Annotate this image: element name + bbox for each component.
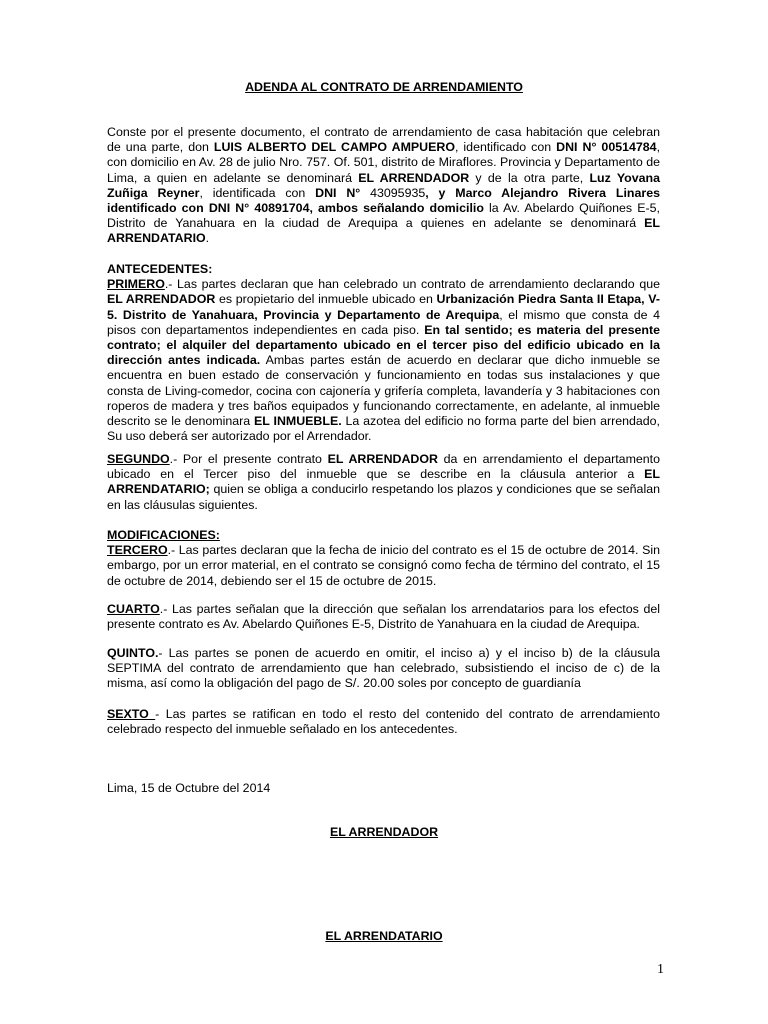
- signature-arrendatario: EL ARRENDATARIO: [325, 929, 443, 943]
- sexto-section: [107, 707, 660, 737]
- modificaciones-heading: MODIFICACIONES:: [107, 528, 220, 542]
- text: , identificada con: [199, 185, 316, 200]
- text: .- Por el presente contrato: [169, 452, 328, 466]
- segundo-section: [107, 452, 660, 513]
- clause-label-cuarto: CUARTO: [107, 602, 160, 616]
- bold-text: EL ARRENDADOR: [358, 170, 470, 185]
- text: y de la otra parte,: [469, 170, 590, 185]
- text: .- Las partes declaran que han celebrado un contrato de arrendamiento declarando que: [164, 277, 660, 292]
- text: Ambas partes están de acuerdo en declarar que dicho inmueble se encuentra en buen estado de conservación y funcionamiento en todas sus instalaciones y que consta de Living-comedor, cocina con cajonería y grifería completa, lavandería y 3 habitaciones con roperos de madera y tres baños equipados y funcionando correctamente, en adelante, al inmueble descrito se le denominara: [107, 353, 661, 429]
- text: quien se obliga a conducirlo respetando los plazos y condiciones que se señalan en las cláusulas siguientes.: [107, 482, 660, 512]
- bold-text: EL INMUEBLE.: [254, 414, 342, 429]
- text: - Las partes se ponen de acuerdo en omitir, el inciso a) y el inciso b) de la cláusula SEPTIMA del contrato de arrendamiento que han celebrado, subsistiendo el inciso de c) de la misma, así como la obligación del pago de S/. 20.00 soles por concepto de guardianía: [107, 646, 660, 691]
- intro-paragraph: [107, 125, 660, 247]
- clause-label-quinto: QUINTO.: [107, 646, 159, 660]
- text: .: [205, 231, 210, 246]
- bold-text: EL ARRENDATARIO: [107, 216, 660, 246]
- text: , con domicilio en Av. 28 de julio Nro. 757. Of. 501, distrito de Miraflores. Provincia y Departamento de Lima, a quien en adelante se denominará: [107, 140, 661, 185]
- text: la Av. Abelardo Quiñones E-5, Distrito de Yanahuara en la ciudad de Arequipa a quienes en adelante se denominará: [107, 201, 660, 231]
- arrendatario-name: , y Marco Alejandro Rivera Linares identificado con DNI N° 40891704, ambos señalando domicilio: [107, 185, 660, 216]
- text: da en arrendamiento el departamento ubicado en el Tercer piso del inmueble que se describe en la cláusula anterior a: [107, 452, 661, 482]
- bold-text: EL ARRENDATARIO;: [107, 467, 660, 497]
- clause-label-sexto: SEXTO: [107, 707, 156, 721]
- clause-label-tercero: TERCERO: [107, 543, 168, 558]
- text: - Las partes se ratifican en todo el resto del contenido del contrato de arrendamiento celebrado respecto del inmueble señalado en los antecedentes.: [107, 707, 660, 737]
- arrendataria-name: Luz Yovana Zuñiga Reyner: [107, 170, 660, 200]
- clause-label-primero: PRIMERO: [107, 277, 165, 292]
- antecedentes-section: [107, 262, 660, 444]
- text: es propietario del inmueble ubicado en: [215, 292, 437, 307]
- page-number: 1: [657, 962, 664, 977]
- place-date: Lima, 15 de Octubre del 2014: [107, 781, 271, 795]
- clause-label-segundo: SEGUNDO: [107, 452, 170, 466]
- text: 43095935: [360, 185, 426, 200]
- antecedentes-heading: ANTECEDENTES:: [107, 262, 213, 276]
- text: Conste por el presente documento, el contrato de arrendamiento de casa habitación que celebran de una parte, don: [107, 125, 660, 155]
- text: .- Las partes señalan que la dirección que señalan los arrendatarios para los efectos del presente contrato es Av. Abelardo Quiñones E-5, Distrito de Yanahuara en la ciudad de Arequipa.: [107, 602, 660, 632]
- arrendador-dni: DNI N° 00514784: [556, 140, 657, 155]
- bold-text: En tal sentido; es materia del presente contrato; el alquiler del departamento ubicado en el tercer piso del edificio ubicado en la dirección antes indicada.: [107, 322, 660, 368]
- signature-arrendador: EL ARRENDADOR: [329, 825, 439, 839]
- cuarto-section: [107, 602, 660, 632]
- text: , el mismo que consta de 4 pisos con departamentos independientes en cada piso.: [107, 307, 660, 337]
- arrendador-name: LUIS ALBERTO DEL CAMPO AMPUERO: [213, 140, 455, 155]
- bold-text: DNI N°: [315, 185, 361, 200]
- modificaciones-section: [107, 528, 660, 589]
- bold-text: EL ARRENDADOR: [107, 292, 216, 307]
- text: , identificado con: [454, 140, 557, 155]
- document-title: ADENDA AL CONTRATO DE ARRENDAMIENTO: [245, 80, 523, 94]
- property-address: Urbanización Piedra Santa II Etapa, V-5. Distrito de Yanahuara, Provincia y Departamento de Arequipa: [107, 292, 660, 322]
- text: La azotea del edificio no forma parte del bien arrendado, Su uso deberá ser autorizado por el Arrendador.: [107, 414, 660, 444]
- bold-text: EL ARRENDADOR: [327, 452, 438, 466]
- text: .- Las partes declaran que la fecha de inicio del contrato es el 15 de octubre de 2014. Sin embargo, por un error material, en el contrato se consignó como fecha de término del contrato, el 15 de octubre de 2014, debiendo ser el 15 de octubre de 2015.: [107, 543, 660, 588]
- quinto-section: [107, 646, 660, 692]
